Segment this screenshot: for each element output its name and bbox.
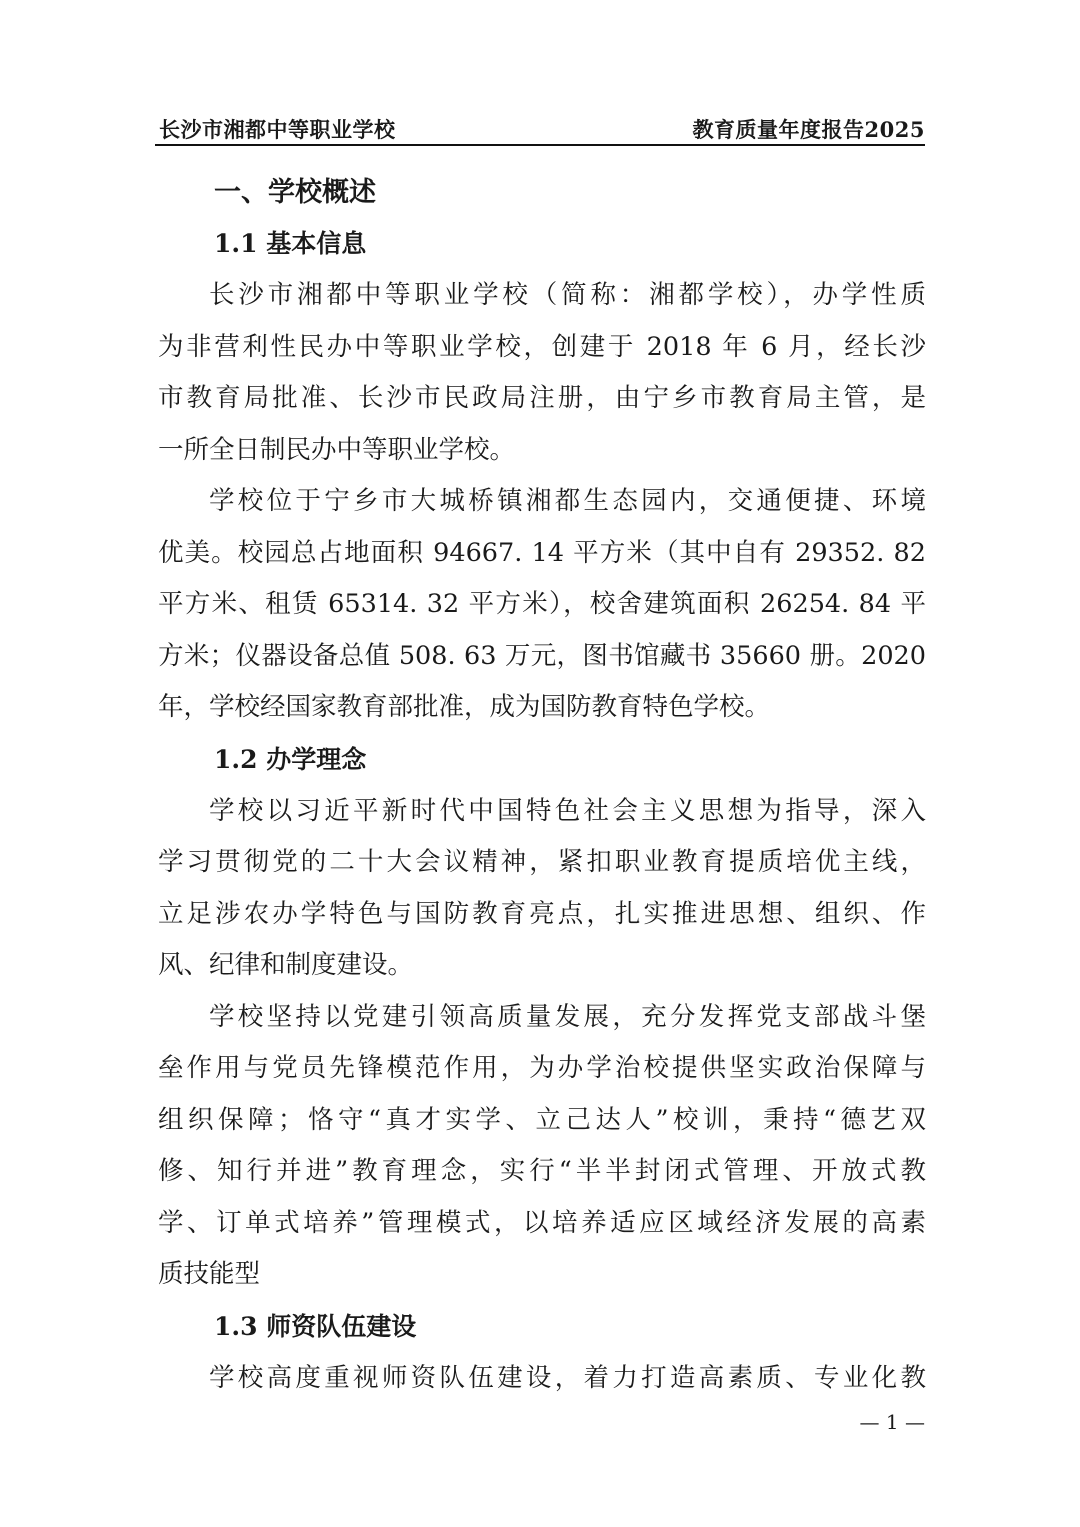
text-line: 一所全日制民办中等职业学校。 <box>158 434 516 465</box>
paragraph <box>158 270 926 476</box>
text-line: 修、知行并进”教育理念，实行“半半封闭式管理、开放式教 <box>158 1156 926 1186</box>
header-school-name: 长沙市湘都中等职业学校 <box>159 117 396 142</box>
page-content <box>158 168 926 1404</box>
section-heading: 一、学校概述 <box>214 177 376 208</box>
text-line: 学习贯彻党的二十大会议精神，紧扣职业教育提质培优主线， <box>158 847 926 877</box>
text-line: 风、纪律和制度建设。 <box>158 950 414 980</box>
page-header <box>155 110 925 146</box>
text-line: 长沙市湘都中等职业学校（简称：湘都学校），办学性质 <box>209 280 926 310</box>
text-line: 方米；仪器设备总值 508. 63 万元，图书馆藏书 35660 册。2020 <box>158 640 926 671</box>
text-line: 学校位于宁乡市大城桥镇湘都生态园内，交通便捷、环境 <box>209 486 926 516</box>
page-number: — 1 — <box>859 1410 925 1434</box>
text-line: 为非营利性民办中等职业学校，创建于 2018 年 6 月，经长沙 <box>158 331 926 362</box>
paragraph <box>158 1353 926 1405</box>
subsection-heading-philosophy: 1.2 办学理念 <box>214 744 367 774</box>
text-line: 平方米、租赁 65314. 32 平方米），校舍建筑面积 26254. 84 平 <box>158 589 926 619</box>
header-report-title: 教育质量年度报告2025 <box>692 117 925 142</box>
text-line: 立足涉农办学特色与国防教育亮点，扎实推进思想、组织、作 <box>158 898 926 929</box>
text-line: 质技能型 <box>158 1259 261 1289</box>
text-line: 学校坚持以党建引领高质量发展，充分发挥党支部战斗堡 <box>209 1001 926 1032</box>
text-line: 垒作用与党员先锋模范作用，为办学治校提供坚实政治保障与 <box>158 1053 926 1083</box>
text-line: 年，学校经国家教育部批准，成为国防教育特色学校。 <box>158 692 771 722</box>
text-line: 优美。校园总占地面积 94667. 14 平方米（其中自有 29352. 82 <box>158 537 926 568</box>
subsection-heading-basic-info: 1.1 基本信息 <box>214 229 367 258</box>
text-line: 组织保障；恪守“真才实学、立己达人”校训，秉持“德艺双 <box>158 1104 926 1135</box>
paragraph <box>158 992 926 1301</box>
subsection-heading-faculty: 1.3 师资队伍建设 <box>214 1311 417 1341</box>
paragraph <box>158 476 926 734</box>
text-line: 学校高度重视师资队伍建设，着力打造高素质、专业化教 <box>209 1362 926 1393</box>
text-line: 市教育局批准、长沙市民政局注册，由宁乡市教育局主管，是 <box>158 383 926 413</box>
text-line: 学、订单式培养”管理模式，以培养适应区域经济发展的高素 <box>158 1207 926 1238</box>
paragraph <box>158 786 926 992</box>
text-line: 学校以习近平新时代中国特色社会主义思想为指导，深入 <box>209 795 926 826</box>
